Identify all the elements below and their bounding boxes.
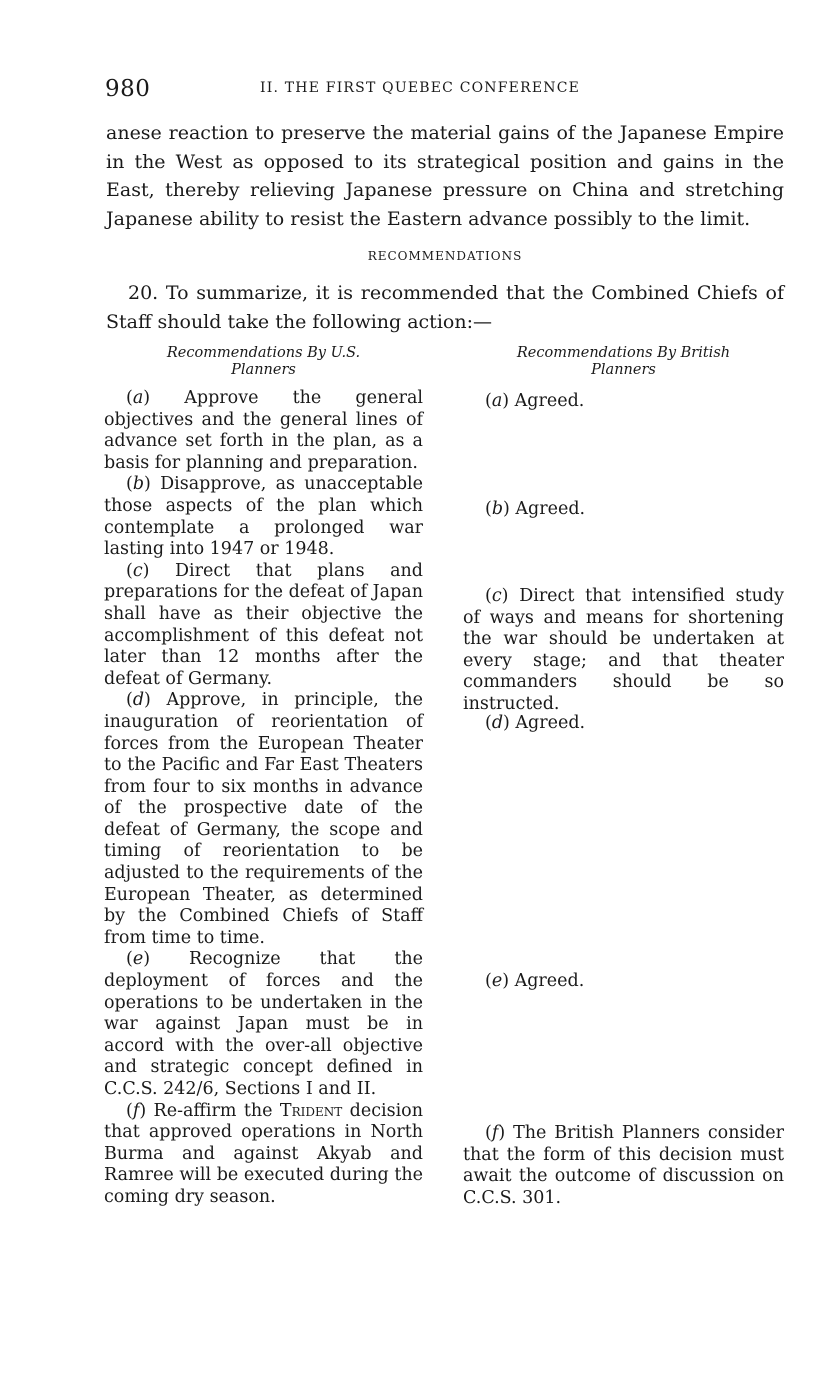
- british-recommendation-d: (d) Agreed.: [485, 713, 586, 733]
- chapter-title: II. THE FIRST QUEBEC CONFERENCE: [260, 80, 581, 96]
- item-label: a: [132, 388, 144, 408]
- item-label: e: [491, 971, 503, 991]
- us-column-heading-line2: Planners: [231, 362, 296, 378]
- item-text: Recognize that the deployment of forces and the operations to be undertaken in the war against Japan must be in accord with the over-all objective and strategic concept defined in C.C.S. 242/6, Sections I and II.: [104, 949, 423, 1099]
- item-text: Agreed.: [514, 971, 585, 991]
- british-recommendation-a: (a) Agreed.: [485, 391, 585, 411]
- running-head: [105, 76, 785, 106]
- british-recommendation-b: (b) Agreed.: [485, 499, 586, 519]
- item-label: f: [132, 1100, 140, 1121]
- british-recommendation-c: (c) Direct that intensified study of ways and means for shortening the war should be undertaken at every stage; and that theater commanders should be so instructed.: [463, 586, 784, 714]
- british-recommendation-f: (f) The British Planners consider that the form of this decision must await the outcome of discussion on C.C.S. 301.: [463, 1123, 784, 1208]
- summary-paragraph: 20. To summarize, it is recommended that the Combined Chiefs of Staff should take the following action:—: [106, 282, 784, 333]
- item-text-before: Re-affirm the: [153, 1100, 273, 1121]
- us-recommendations-column: [104, 345, 423, 1209]
- british-column-heading: [463, 345, 784, 379]
- item-label: c: [491, 586, 502, 606]
- item-text: The British Planners consider that the form of this decision must await the outcome of discussion on C.C.S. 301.: [463, 1123, 784, 1208]
- intro-paragraph: anese reaction to preserve the material gains of the Japanese Empire in the West as opposed to its strategical position and gains in the East, thereby relieving Japanese pressure on China and stretching Japanese ability to resist the Eastern advance possibly to the limit.: [106, 122, 784, 230]
- item-text: Disapprove, as unacceptable those aspects of the plan which contemplate a prolonged war lasting into 1947 or 1948.: [104, 474, 424, 560]
- item-label: f: [491, 1123, 499, 1143]
- item-text: Direct that intensified study of ways and means for shortening the war should be undertaken at every stage; and that theater commanders should be so instructed.: [463, 586, 784, 714]
- british-recommendations-column: [463, 345, 784, 1208]
- us-column-heading: [104, 345, 423, 379]
- item-text: Agreed.: [514, 391, 585, 411]
- british-column-heading-line1: Recommendations By British: [516, 345, 731, 361]
- trident-small-caps: Trident: [279, 1100, 343, 1121]
- section-heading: RECOMMENDATIONS: [367, 249, 523, 263]
- item-label: b: [491, 499, 504, 519]
- us-recommendation-f: (f) Re-affirm the Trident decision that approved operations in North Burma and against Akyab and Ramree will be executed during the coming dry season.: [104, 1100, 423, 1207]
- item-label: b: [132, 474, 145, 495]
- item-label: e: [132, 949, 144, 970]
- british-recommendation-e: (e) Agreed.: [485, 971, 585, 991]
- item-label: a: [491, 391, 503, 411]
- item-label: d: [132, 690, 145, 711]
- item-text-after: decision that approved operations in North Burma and against Akyab and Ramree will be executed during the coming dry season.: [104, 1100, 423, 1207]
- us-recommendation-b: (b) Disapprove, as unacceptable those aspects of the plan which contemplate a prolonged war lasting into 1947 or 1948.: [104, 474, 424, 560]
- us-recommendation-c: (c) Direct that plans and preparations for the defeat of Japan shall have as their objective the accomplishment of this defeat not later than 12 months after the defeat of Germany.: [104, 560, 423, 689]
- item-text: Direct that plans and preparations for the defeat of Japan shall have as their objective the accomplishment of this defeat not later than 12 months after the defeat of Germany.: [104, 560, 423, 689]
- item-text: Approve, in principle, the inauguration of reorientation of forces from the European Theater to the Pacific and Far East Theaters from four to six months in advance of the prospective date of the defeat of Germany, the scope and timing of reorientation to be adjusted to the requirements of the European Theater, as determined by the Combined Chiefs of Staff from time to time.: [104, 690, 423, 948]
- us-column-heading-line1: Recommendations By U.S.: [166, 345, 361, 361]
- item-label: d: [491, 713, 504, 733]
- page-number: 980: [105, 76, 151, 102]
- item-text: Approve the general objectives and the general lines of advance set forth in the plan, as a basis for planning and preparation.: [104, 388, 423, 473]
- us-recommendation-d: (d) Approve, in principle, the inauguration of reorientation of forces from the European Theater to the Pacific and Far East Theaters from four to six months in advance of the prospective date of the defeat of Germany, the scope and timing of reorientation to be adjusted to the requirements of the European Theater, as determined by the Combined Chiefs of Staff from time to time.: [104, 690, 423, 948]
- item-text: Agreed.: [515, 713, 586, 733]
- us-recommendation-e: (e) Recognize that the deployment of forces and the operations to be undertaken in the war against Japan must be in accord with the over-all objective and strategic concept defined in C.C.S. 242/6, Sections I and II.: [104, 949, 423, 1099]
- us-recommendation-a: (a) Approve the general objectives and the general lines of advance set forth in the plan, as a basis for planning and preparation.: [104, 388, 423, 473]
- item-label: c: [132, 560, 143, 581]
- item-text: Agreed.: [515, 499, 586, 519]
- british-column-heading-line2: Planners: [591, 362, 656, 378]
